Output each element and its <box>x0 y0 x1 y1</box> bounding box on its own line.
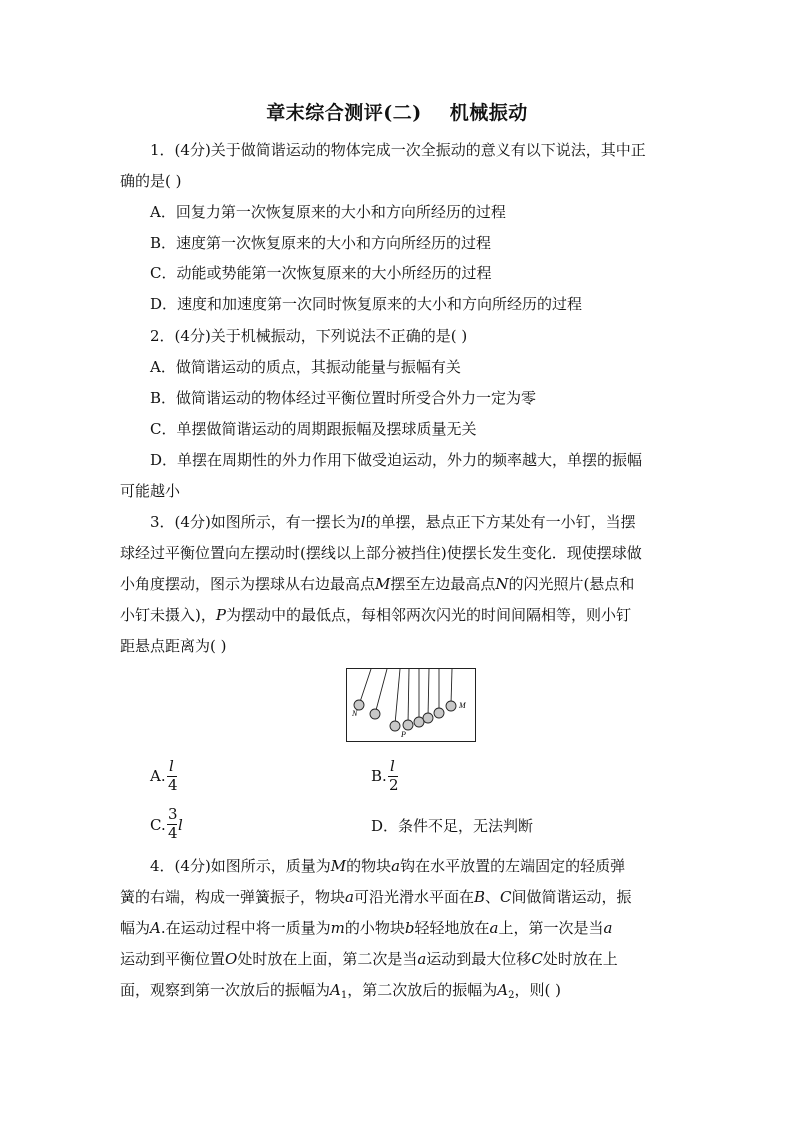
q3-stem-line4 <box>120 605 631 625</box>
pendulum-string <box>408 669 409 724</box>
q4-stem-line4 <box>120 949 618 969</box>
q4-stem-line3 <box>120 918 612 938</box>
q3-var-P: P <box>215 606 226 624</box>
q4-var: a <box>391 857 401 875</box>
pendulum-string <box>375 669 387 714</box>
q4-var: A <box>497 981 509 999</box>
q4-text: 处时放在上 <box>542 950 618 968</box>
q3-option-c <box>150 805 200 847</box>
pendulum-bob <box>446 701 456 711</box>
q2-stem: 2．(4分)关于机械振动，下列说法不正确的是( ) <box>150 327 468 345</box>
q4-stem-line1 <box>150 856 625 876</box>
fraction-denominator: 4 <box>168 824 178 842</box>
q4-var: a <box>417 950 427 968</box>
q3-stem-line1 <box>150 512 636 532</box>
q2-option-b: B．做简谐运动的物体经过平衡位置时所受合外力一定为零 <box>150 389 537 407</box>
q1-stem-line1: 1．(4分)关于做简谐运动的物体完成一次全振动的意义有以下说法，其中正 <box>150 141 646 159</box>
pendulum-bob <box>390 721 400 731</box>
q4-var: M <box>330 857 347 875</box>
q4-text: 可沿光滑水平面在 <box>353 888 474 906</box>
q4-text: 的小物块 <box>344 919 405 937</box>
q4-var: O <box>225 950 238 968</box>
q4-text: 轻轻地放在 <box>414 919 490 937</box>
q2-option-d-line2: 可能越小 <box>120 482 181 500</box>
q4-text: 面，观察到第一次放后的振幅为 <box>120 981 331 999</box>
q4-text: ，第二次放后的振幅为 <box>347 981 498 999</box>
q2-option-d-line1: D．单摆在周期性的外力作用下做受迫运动，外力的频率越大，单摆的振幅 <box>150 451 643 469</box>
q4-text: 、 <box>485 888 501 906</box>
q4-var: a <box>489 919 499 937</box>
q4-var: B <box>473 888 486 906</box>
pendulum-bob <box>403 720 413 730</box>
q1-stem-line2: 确的是( ) <box>120 172 182 190</box>
option-prefix: B. <box>371 767 387 785</box>
pendulum-diagram <box>347 669 475 741</box>
q3-text: 为摆动中的最低点，每相邻两次闪光的时间间隔相等，则小钉 <box>225 606 631 624</box>
pendulum-string <box>451 669 452 704</box>
q4-var: a <box>603 919 613 937</box>
pendulum-bob <box>370 709 380 719</box>
q3-var-l: l <box>360 513 366 531</box>
page-title <box>0 98 794 125</box>
pendulum-bob <box>423 713 433 723</box>
q4-text: 间做简谐运动，振 <box>511 888 632 906</box>
q4-var: m <box>330 919 345 937</box>
pendulum-flash-figure <box>346 668 476 742</box>
q1-option-a: A．回复力第一次恢复原来的大小和方向所经历的过程 <box>150 203 506 221</box>
q3-option-b <box>371 757 411 799</box>
fraction-numerator: l <box>390 757 395 775</box>
q4-text: 运动到平衡位置 <box>120 950 226 968</box>
title-sub: 机械振动 <box>449 102 528 124</box>
q3-option-d: D．条件不足，无法判断 <box>371 817 534 835</box>
q4-text: 钩在水平放置的左端固定的轻质弹 <box>400 857 626 875</box>
q1-option-b: B．速度第一次恢复原来的大小和方向所经历的过程 <box>150 234 492 252</box>
fraction-denominator: 2 <box>389 776 399 794</box>
q4-var: A <box>150 919 161 937</box>
q4-stem-line5 <box>120 980 561 1006</box>
q4-text: 幅为 <box>120 919 151 937</box>
q1-option-d: D．速度和加速度第一次同时恢复原来的大小和方向所经历的过程 <box>150 295 583 313</box>
q4-var: C <box>531 950 543 968</box>
label-P: P <box>401 730 406 739</box>
pendulum-string <box>359 669 371 705</box>
q4-text: 簧的右端，构成一弹簧振子，物块 <box>120 888 346 906</box>
label-M: M <box>459 701 466 710</box>
q4-text: ，则( ) <box>514 981 561 999</box>
pendulum-bob <box>434 708 444 718</box>
q3-text: 的单摆，悬点正下方某处有一小钉，当摆 <box>365 513 636 531</box>
q4-subscript: 1 <box>340 990 348 1001</box>
q4-var: C <box>500 888 512 906</box>
q3-var-N: N <box>495 575 509 593</box>
q3-stem-line5: 距悬点距离为( ) <box>120 637 227 655</box>
q3-text: 小角度摆动，图示为摆球从右边最高点 <box>120 575 376 593</box>
q4-text: 运动到最大位移 <box>426 950 532 968</box>
q4-subscript: 2 <box>508 990 515 1001</box>
option-prefix: A. <box>150 767 166 785</box>
q3-option-a <box>150 757 190 799</box>
pendulum-bob <box>414 717 424 727</box>
q3-text: 小钉未摄入)， <box>120 606 216 624</box>
fraction-numerator: 3 <box>168 805 178 823</box>
fraction-denominator: 4 <box>168 776 178 794</box>
q3-stem-line3 <box>120 574 634 594</box>
q4-text: 处时放在上面，第二次是当 <box>237 950 418 968</box>
q3-stem-line2: 球经过平衡位置向左摆动时(摆线以上部分被挡住)使摆长发生变化．现使摆球做 <box>120 544 642 562</box>
fraction-numerator: l <box>169 757 174 775</box>
q4-stem-line2 <box>120 887 632 907</box>
q4-text: 的物块 <box>346 857 392 875</box>
option-prefix: C. <box>150 816 166 834</box>
q3-text: 的闪光照片(悬点和 <box>508 575 635 593</box>
q3-text: 3．(4分)如图所示，有一摆长为 <box>150 513 361 531</box>
label-N: N <box>352 709 358 718</box>
q4-text: .在运动过程中将一质量为 <box>160 919 331 937</box>
q3-text: 摆至左边最高点 <box>390 575 496 593</box>
q4-var: b <box>404 919 415 937</box>
q3-var-M: M <box>375 575 391 593</box>
q4-var: a <box>345 888 354 906</box>
q4-var: A <box>330 981 341 999</box>
pendulum-string <box>395 669 400 724</box>
q4-text: 4．(4分)如图所示，质量为 <box>150 857 331 875</box>
q2-option-c: C．单摆做简谐运动的周期跟振幅及摆球质量无关 <box>150 420 477 438</box>
q2-option-a: A．做简谐运动的质点，其振动能量与振幅有关 <box>150 358 461 376</box>
title-main: 章末综合测评(二) <box>266 102 422 124</box>
option-tail-var: l <box>178 816 183 834</box>
q1-option-c: C．动能或势能第一次恢复原来的大小所经历的过程 <box>150 264 492 282</box>
pendulum-string <box>428 669 429 717</box>
q4-text: 上，第一次是当 <box>498 919 604 937</box>
